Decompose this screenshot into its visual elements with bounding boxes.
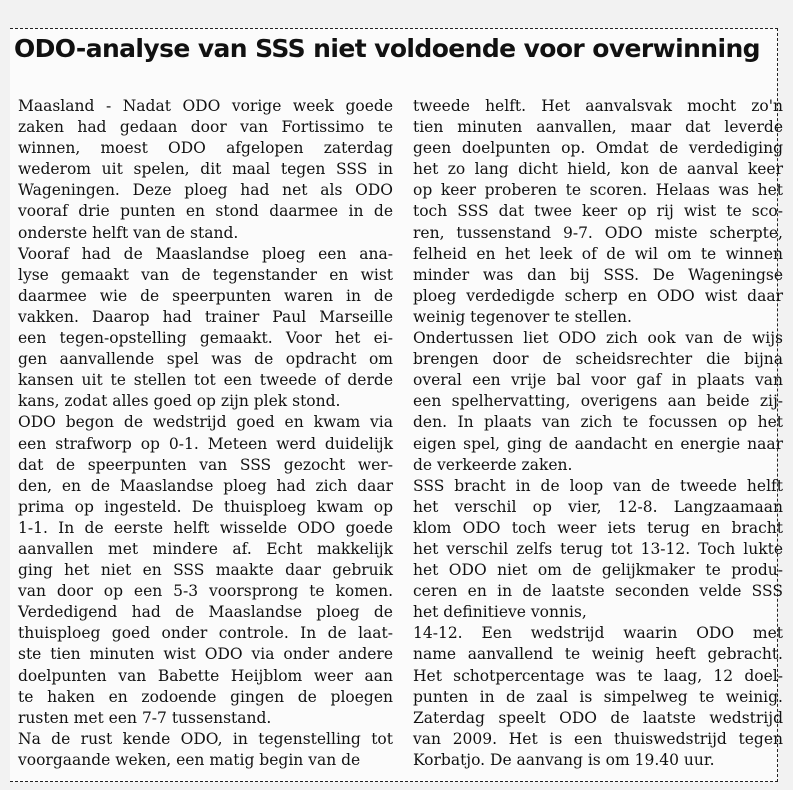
article-text-line: het verschil op vier, 12-8. Langzaamaan: [413, 497, 783, 516]
article-text-line: daarmee wie de speerpunten waren in de: [18, 286, 393, 305]
article-text-line: felheid en het leek of de wil om te winnen: [413, 244, 783, 263]
article-text-line: vakken. Daarop had trainer Paul Marseille: [18, 307, 393, 326]
article-text-line: dat de speerpunten van SSS gezocht wer-: [18, 455, 393, 474]
article-text-line: kansen uit te stellen tot een tweede of derde: [18, 371, 393, 390]
article-text-line: Zaterdag speelt ODO de laatste wedstrijd: [413, 708, 783, 727]
article-text-line: Na de rust kende ODO, in tegenstelling tot: [18, 729, 393, 748]
article-text-line: te haken en zodoende gingen de ploegen: [18, 687, 393, 706]
article-text-line: klom ODO toch weer iets terug en bracht: [413, 518, 783, 537]
article-column-right: [413, 96, 783, 771]
article-text-line: Vooraf had de Maaslandse ploeg een ana-: [18, 244, 393, 263]
article-text-line: een strafworp op 0-1. Meteen werd duidelijk: [18, 434, 393, 453]
article-text-line: de verkeerde zaken.: [413, 455, 573, 474]
article-text-line: ste tien minuten wist ODO via onder andere: [18, 645, 393, 664]
article-text-line: het zo lang dicht hield, kon de aanval keer: [413, 160, 783, 179]
article-text-line: SSS bracht in de loop van de tweede helft: [413, 476, 783, 495]
article-text-line: den. In plaats van zich te focussen op het: [413, 413, 783, 432]
article-text-line: het definitieve vonnis,: [413, 603, 587, 622]
article-text-line: ploeg verdedigde scherp en ODO wist daar: [413, 286, 783, 305]
article-column-left: [18, 96, 393, 771]
article-text-line: wederom uit spelen, dit maal tegen SSS in: [18, 160, 393, 179]
article-text-line: ODO begon de wedstrijd goed en kwam via: [18, 413, 393, 432]
article-text-line: Ondertussen liet ODO zich ook van de wijs: [413, 329, 783, 348]
article-text-line: punten in de zaal is simpelweg te weinig.: [413, 687, 783, 706]
article-text-line: toch SSS dat twee keer op rij wist te sco-: [413, 202, 783, 221]
article-text-line: tweede helft. Het aanvalsvak mocht zo'n: [413, 97, 783, 115]
article-text-line: minder was dan bij SSS. De Wageningse: [413, 265, 783, 284]
article-text-line: doelpunten van Babette Heijblom weer aan: [18, 666, 393, 685]
article-text-line: rusten met een 7-7 tussenstand.: [18, 708, 272, 727]
article-text-line: onderste helft van de stand.: [18, 223, 239, 242]
article-text-line: aanvallen met mindere af. Echt makkelijk: [18, 539, 393, 558]
article-text-line: lyse gemaakt van de tegenstander en wist: [18, 265, 393, 284]
article-text-line: brengen door de scheidsrechter die bijna: [413, 350, 783, 369]
article-text-line: eigen spel, ging de aandacht en energie naar: [413, 434, 783, 453]
article-text-line: name aanvallend te weinig heeft gebracht.: [413, 645, 783, 664]
article-text-line: geen doelpunten op. Omdat de verdediging: [413, 139, 783, 158]
article-text-line: van 2009. Het is een thuiswedstrijd tegen: [413, 729, 783, 748]
article-text-line: ging het niet en SSS maakte daar gebruik: [18, 561, 393, 580]
article-text-line: een spelhervatting, overigens aan beide zij-: [413, 392, 783, 411]
article-text-line: het verschil zelfs terug tot 13-12. Toch lukte: [413, 539, 783, 558]
article-text-line: 1-1. In de eerste helft wisselde ODO goede: [18, 518, 393, 537]
article-text-line: Wageningen. Deze ploeg had net als ODO: [18, 181, 393, 200]
article-text-line: overal een vrije bal voor gaf in plaats van: [413, 371, 783, 390]
article-text-line: winnen, moest ODO afgelopen zaterdag: [18, 139, 393, 158]
article-text-line: Het schotpercentage was te laag, 12 doel-: [413, 666, 783, 685]
article-headline: ODO-analyse van SSS niet voldoende voor overwinning: [14, 34, 760, 63]
article-text-line: ren, tussenstand 9-7. ODO miste scherpte,: [413, 223, 783, 242]
article-text-line: ceren en in de laatste seconden velde SSS: [413, 582, 783, 601]
article-text-line: een tegen-opstelling gemaakt. Voor het ei-: [18, 329, 393, 348]
article-text-line: Korbatjo. De aanvang is om 19.40 uur.: [413, 750, 715, 769]
article-text-line: van door op een 5-3 voorsprong te komen.: [18, 582, 393, 601]
article-text-line: 14-12. Een wedstrijd waarin ODO met: [413, 624, 783, 643]
article-text-line: den, en de Maaslandse ploeg had zich daar: [18, 476, 393, 495]
article-text-line: weinig tegenover te stellen.: [413, 307, 632, 326]
article-text-line: op keer proberen te scoren. Helaas was het: [413, 181, 783, 200]
article-text-line: het ODO niet om de gelijkmaker te produ-: [413, 561, 783, 580]
article-text-line: Maasland - Nadat ODO vorige week goede: [18, 97, 393, 115]
article-text-line: Verdedigend had de Maaslandse ploeg de: [18, 603, 393, 622]
article-text-line: voorgaande weken, een matig begin van de: [18, 750, 361, 769]
article-text-line: kans, zodat alles goed op zijn plek stond.: [18, 392, 341, 411]
article-text-line: tien minuten aanvallen, maar dat leverde: [413, 118, 783, 137]
article-text-line: vooraf drie punten en stond daarmee in de: [18, 202, 393, 221]
article-text-line: gen aanvallende spel was de opdracht om: [18, 350, 393, 369]
article-text-line: prima op ingesteld. De thuisploeg kwam op: [18, 497, 393, 516]
article-text-line: thuisploeg goed onder controle. In de laat-: [18, 624, 393, 643]
article-text-line: zaken had gedaan door van Fortissimo te: [18, 118, 393, 137]
